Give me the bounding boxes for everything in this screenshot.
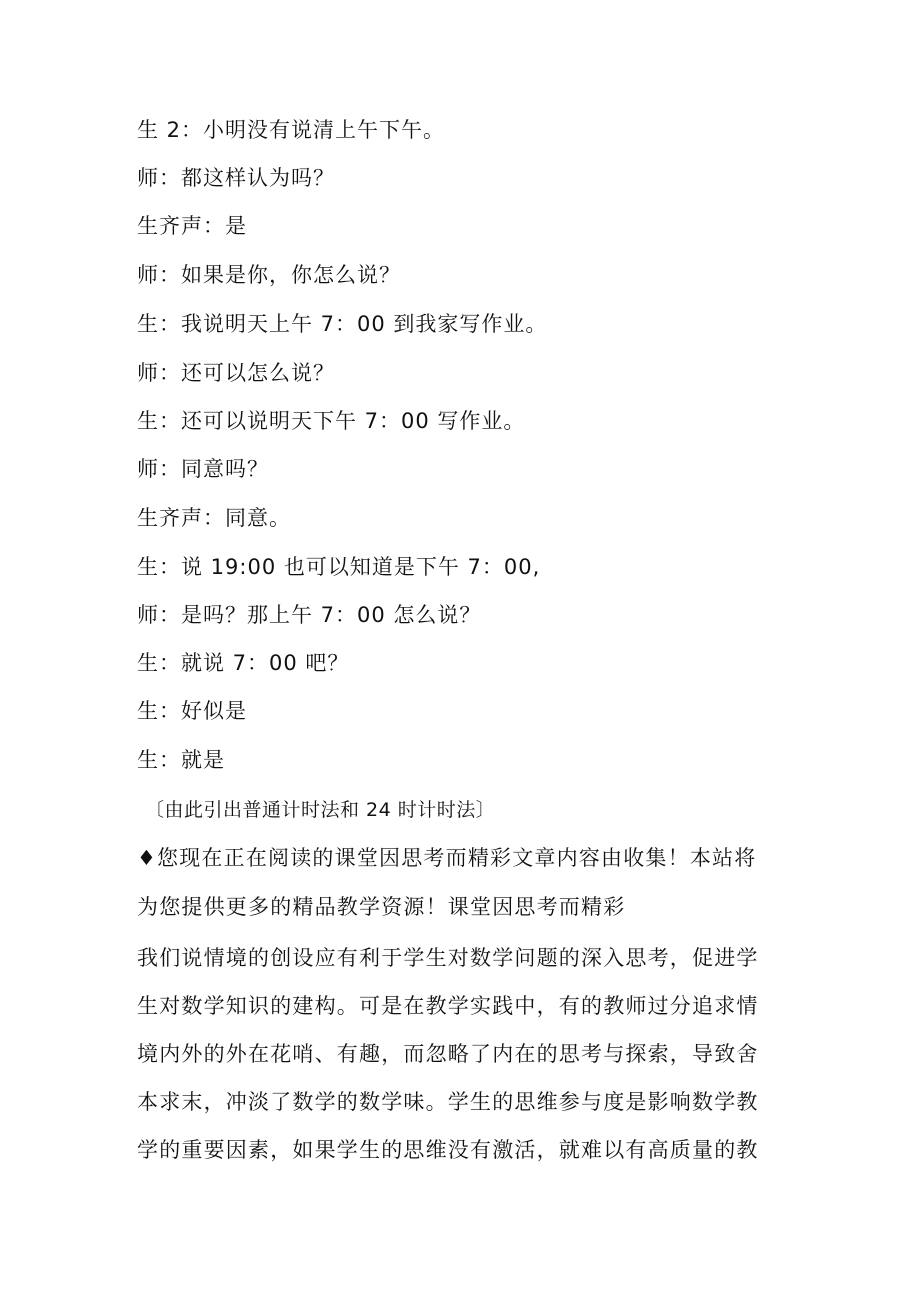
dialogue-line: 师：如果是你，你怎么说？ <box>137 263 401 287</box>
dialogue-line: 生：我说明天上午 7：00 到我家写作业。 <box>137 312 548 336</box>
dialogue-line: 生齐声：是 <box>137 214 247 238</box>
dialogue-line: 师：还可以怎么说？ <box>137 361 335 385</box>
dialogue-line: 生：说 19:00 也可以知道是下午 7：00, <box>137 555 541 579</box>
dialogue-line: 师：是吗？那上午 7：00 怎么说？ <box>137 603 482 627</box>
notice-line: 为您提供更多的精品教学资源！课堂因思考而精彩 <box>137 895 626 919</box>
paragraph-line: 我们说情境的创设应有利于学生对数学问题的深入思考，促进学 <box>137 946 759 970</box>
dialogue-line: 生：好似是 <box>137 699 247 723</box>
notice-line: ♦您现在正在阅读的课堂因思考而精彩文章内容由收集！本站将 <box>137 846 757 870</box>
dialogue-line: 生齐声：同意。 <box>137 506 291 530</box>
paragraph-line: 生对数学知识的建构。可是在教学实践中，有的教师过分追求情 <box>137 994 759 1018</box>
dialogue-line: 生：还可以说明天下午 7：00 写作业。 <box>137 409 526 433</box>
dialogue-line: 生：就是 <box>137 748 225 772</box>
bracket-note: 〔由此引出普通计时法和 24 时计时法〕 <box>145 799 496 821</box>
dialogue-line: 生：就说 7：00 吧？ <box>137 651 350 675</box>
paragraph-line: 本求末，冲淡了数学的数学味。学生的思维参与度是影响数学教 <box>137 1090 759 1114</box>
body-paragraph <box>137 934 792 1174</box>
dialogue-line: 师：都这样认为吗？ <box>137 166 335 190</box>
dialogue-line: 师：同意吗？ <box>137 457 269 481</box>
paragraph-line: 学的重要因素，如果学生的思维没有激活，就难以有高质量的教 <box>137 1138 759 1162</box>
paragraph-line: 境内外的外在花哨、有趣，而忽略了内在的思考与探索，导致舍 <box>137 1042 759 1066</box>
dialogue-line: 生 2：小明没有说清上午下午。 <box>137 118 446 142</box>
